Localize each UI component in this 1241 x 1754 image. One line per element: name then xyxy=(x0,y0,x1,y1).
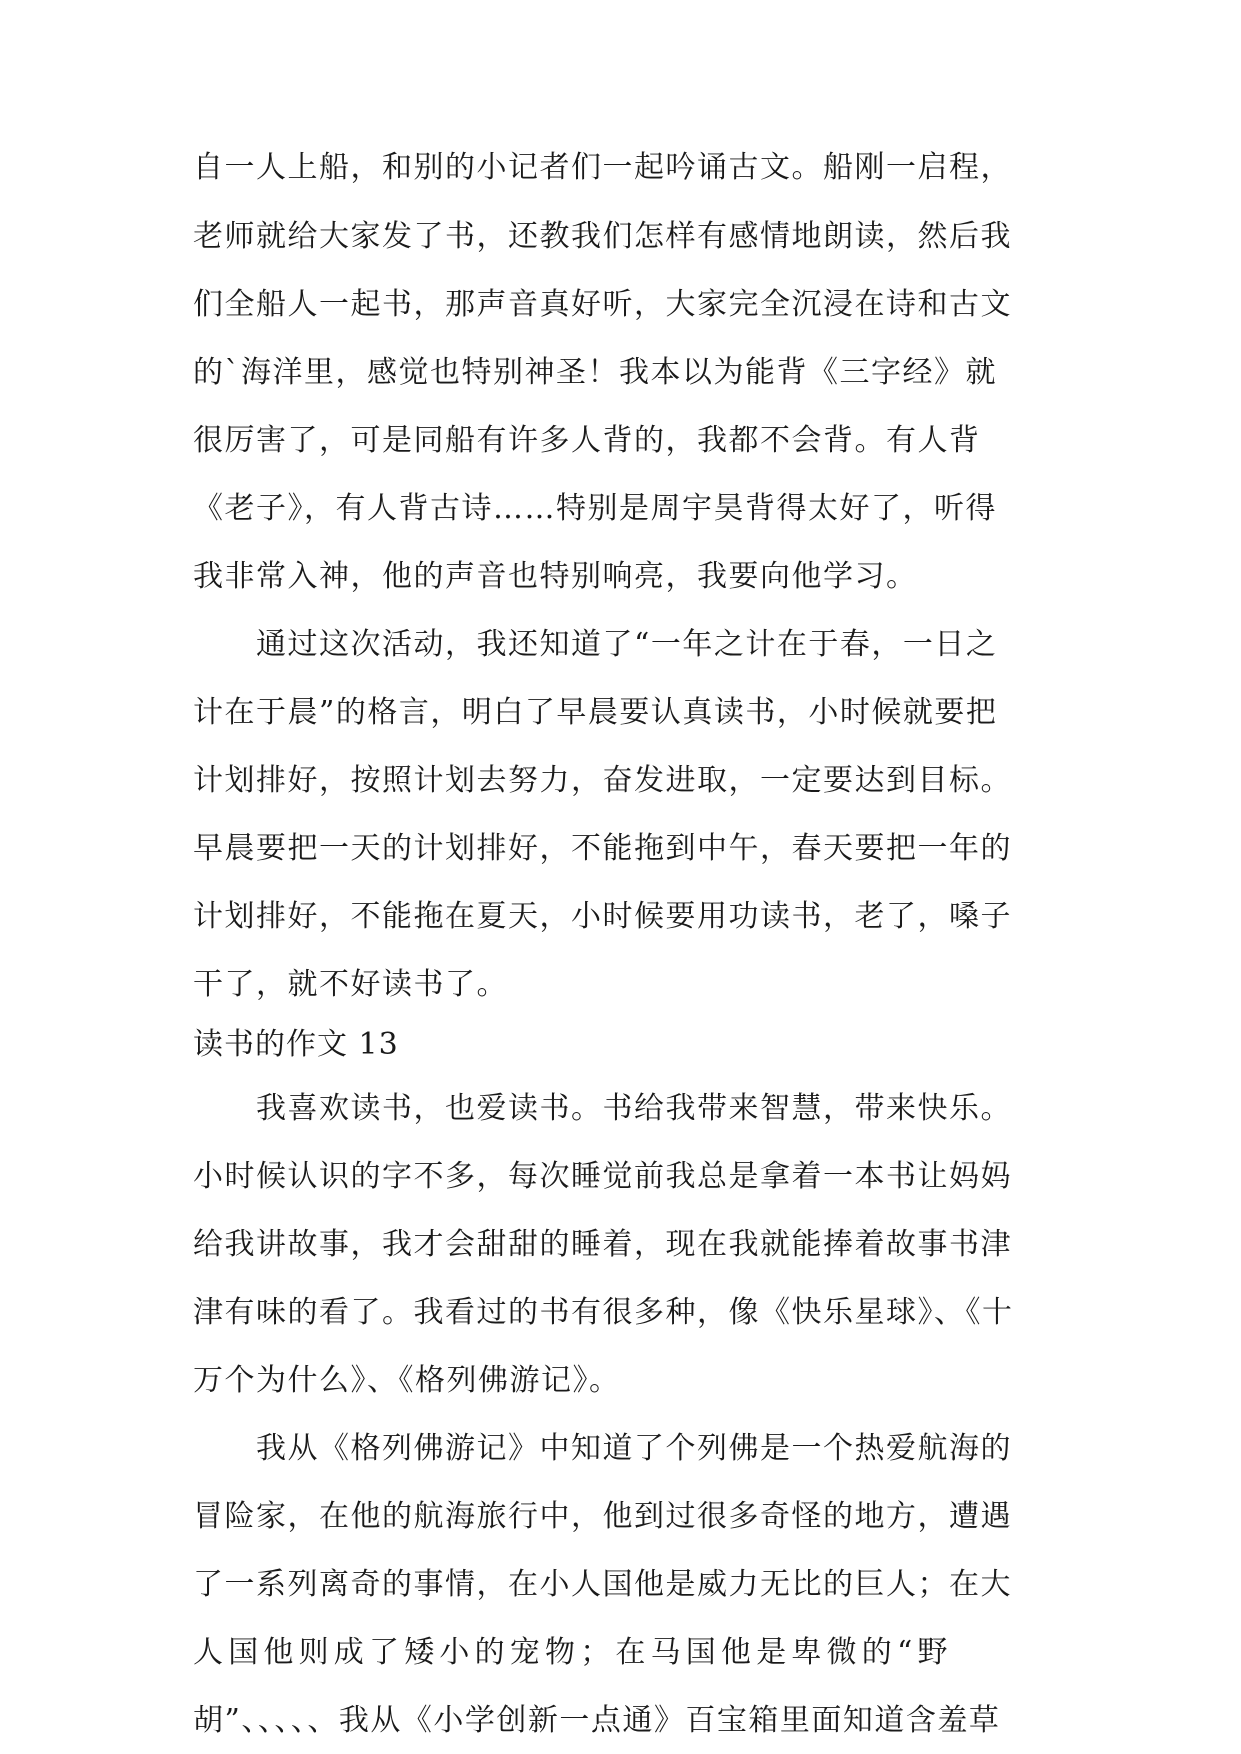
text-line: 很厉害了，可是同船有许多人背的，我都不会背。有人背 xyxy=(193,423,981,458)
text-line: 给我讲故事，我才会甜甜的睡着，现在我就能捧着故事书津 xyxy=(193,1227,1012,1262)
text-line: 《老子》，有人背古诗……特别是周宇昊背得太好了，听得 xyxy=(193,491,997,526)
text-line: 胡”、、、、、我从《小学创新一点通》百宝箱里面知道含羞草 xyxy=(193,1703,1001,1738)
text-line: 计划排好，按照计划去努力，奋发进取，一定要达到目标。 xyxy=(193,763,1012,798)
text-line: 自一人上船，和别的小记者们一起吟诵古文。船刚一启程， xyxy=(193,150,1012,185)
paragraph-first-line: 我喜欢读书，也爱读书。书给我带来智慧，带来快乐。 xyxy=(256,1091,1012,1126)
text-line: 的`海洋里，感觉也特别神圣！我本以为能背《三字经》就 xyxy=(193,355,997,390)
paragraph-first-line: 通过这次活动，我还知道了“一年之计在于春，一日之 xyxy=(256,627,998,662)
text-line: 们全船人一起书，那声音真好听，大家完全沉浸在诗和古文 xyxy=(193,287,1012,322)
text-line: 老师就给大家发了书，还教我们怎样有感情地朗读，然后我 xyxy=(193,219,1012,254)
text-line: 人国他则成了矮小的宠物；在马国他是卑微的“野 xyxy=(193,1635,953,1670)
text-line: 计在于晨”的格言，明白了早晨要认真读书，小时候就要把 xyxy=(193,695,998,730)
section-heading: 读书的作文 13 xyxy=(193,1027,399,1062)
text-line: 计划排好，不能拖在夏天，小时候要用功读书，老了，嗓子 xyxy=(193,899,1012,934)
text-line: 冒险家，在他的航海旅行中，他到过很多奇怪的地方，遭遇 xyxy=(193,1499,1012,1534)
text-line: 干了，就不好读书了。 xyxy=(193,967,508,1002)
text-line: 小时候认识的字不多，每次睡觉前我总是拿着一本书让妈妈 xyxy=(193,1159,1012,1194)
text-line: 了一系列离奇的事情，在小人国他是威力无比的巨人；在大 xyxy=(193,1567,1012,1602)
text-line: 津有味的看了。我看过的书有很多种，像《快乐星球》、《十 xyxy=(193,1295,1014,1330)
paragraph-first-line: 我从《格列佛游记》中知道了个列佛是一个热爱航海的 xyxy=(256,1431,1012,1466)
text-line: 万个为什么》、《格列佛游记》。 xyxy=(193,1363,621,1398)
text-line: 我非常入神，他的声音也特别响亮，我要向他学习。 xyxy=(193,559,918,594)
text-line: 早晨要把一天的计划排好，不能拖到中午，春天要把一年的 xyxy=(193,831,1012,866)
